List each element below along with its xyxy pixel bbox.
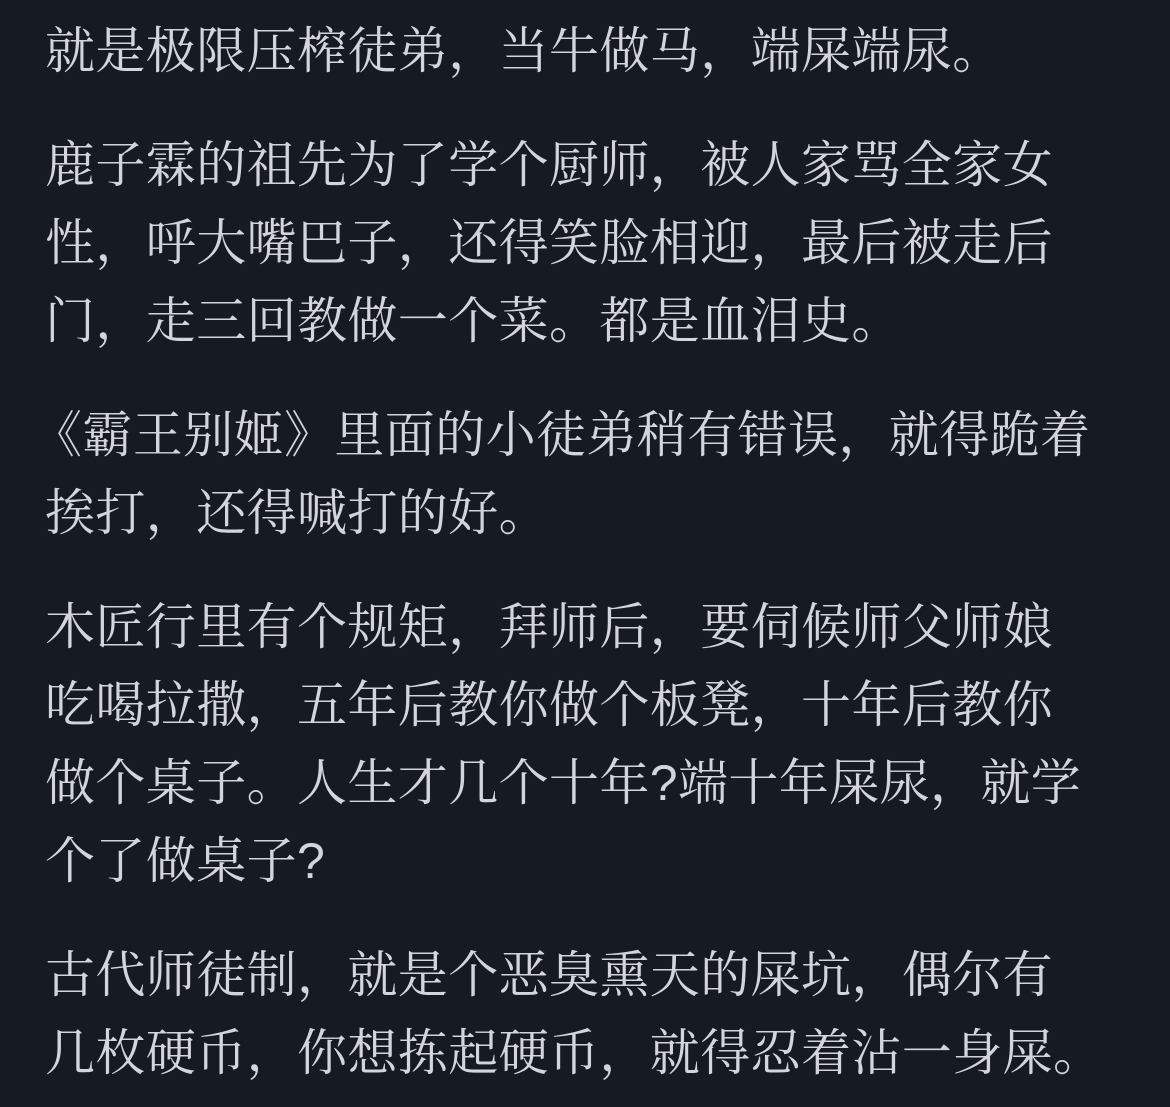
text-line: 《霸王别姬》里面的小徒弟稍有错误，就得跪着 — [32, 407, 1091, 463]
text-line: 几枚硬币，你想拣起硬币，就得忍着沾一身屎。 — [45, 1025, 1104, 1081]
text-line: 古代师徒制，就是个恶臭熏天的屎坑，偶尔有 — [45, 947, 1053, 1003]
paragraph — [45, 936, 1135, 1092]
text-line: 挨打，还得喊打的好。 — [45, 485, 549, 541]
paragraph — [45, 588, 1135, 900]
paragraph — [45, 126, 1135, 360]
paragraph — [45, 12, 1135, 90]
text-line: 性，呼大嘴巴子，还得笑脸相迎，最后被走后 — [45, 215, 1053, 271]
text-line: 个了做桌子? — [45, 833, 326, 889]
text-line: 鹿子霖的祖先为了学个厨师，被人家骂全家女 — [45, 137, 1053, 193]
text-line: 做个桌子。人生才几个十年?端十年屎尿，就学 — [45, 755, 1082, 811]
text-line: 木匠行里有个规矩，拜师后，要伺候师父师娘 — [45, 599, 1053, 655]
text-line: 吃喝拉撒，五年后教你做个板凳，十年后教你 — [45, 677, 1053, 733]
text-line: 就是极限压榨徒弟，当牛做马，端屎端尿。 — [45, 23, 1003, 79]
paragraph — [32, 396, 1135, 552]
text-line: 门，走三回教做一个菜。都是血泪史。 — [45, 293, 902, 349]
